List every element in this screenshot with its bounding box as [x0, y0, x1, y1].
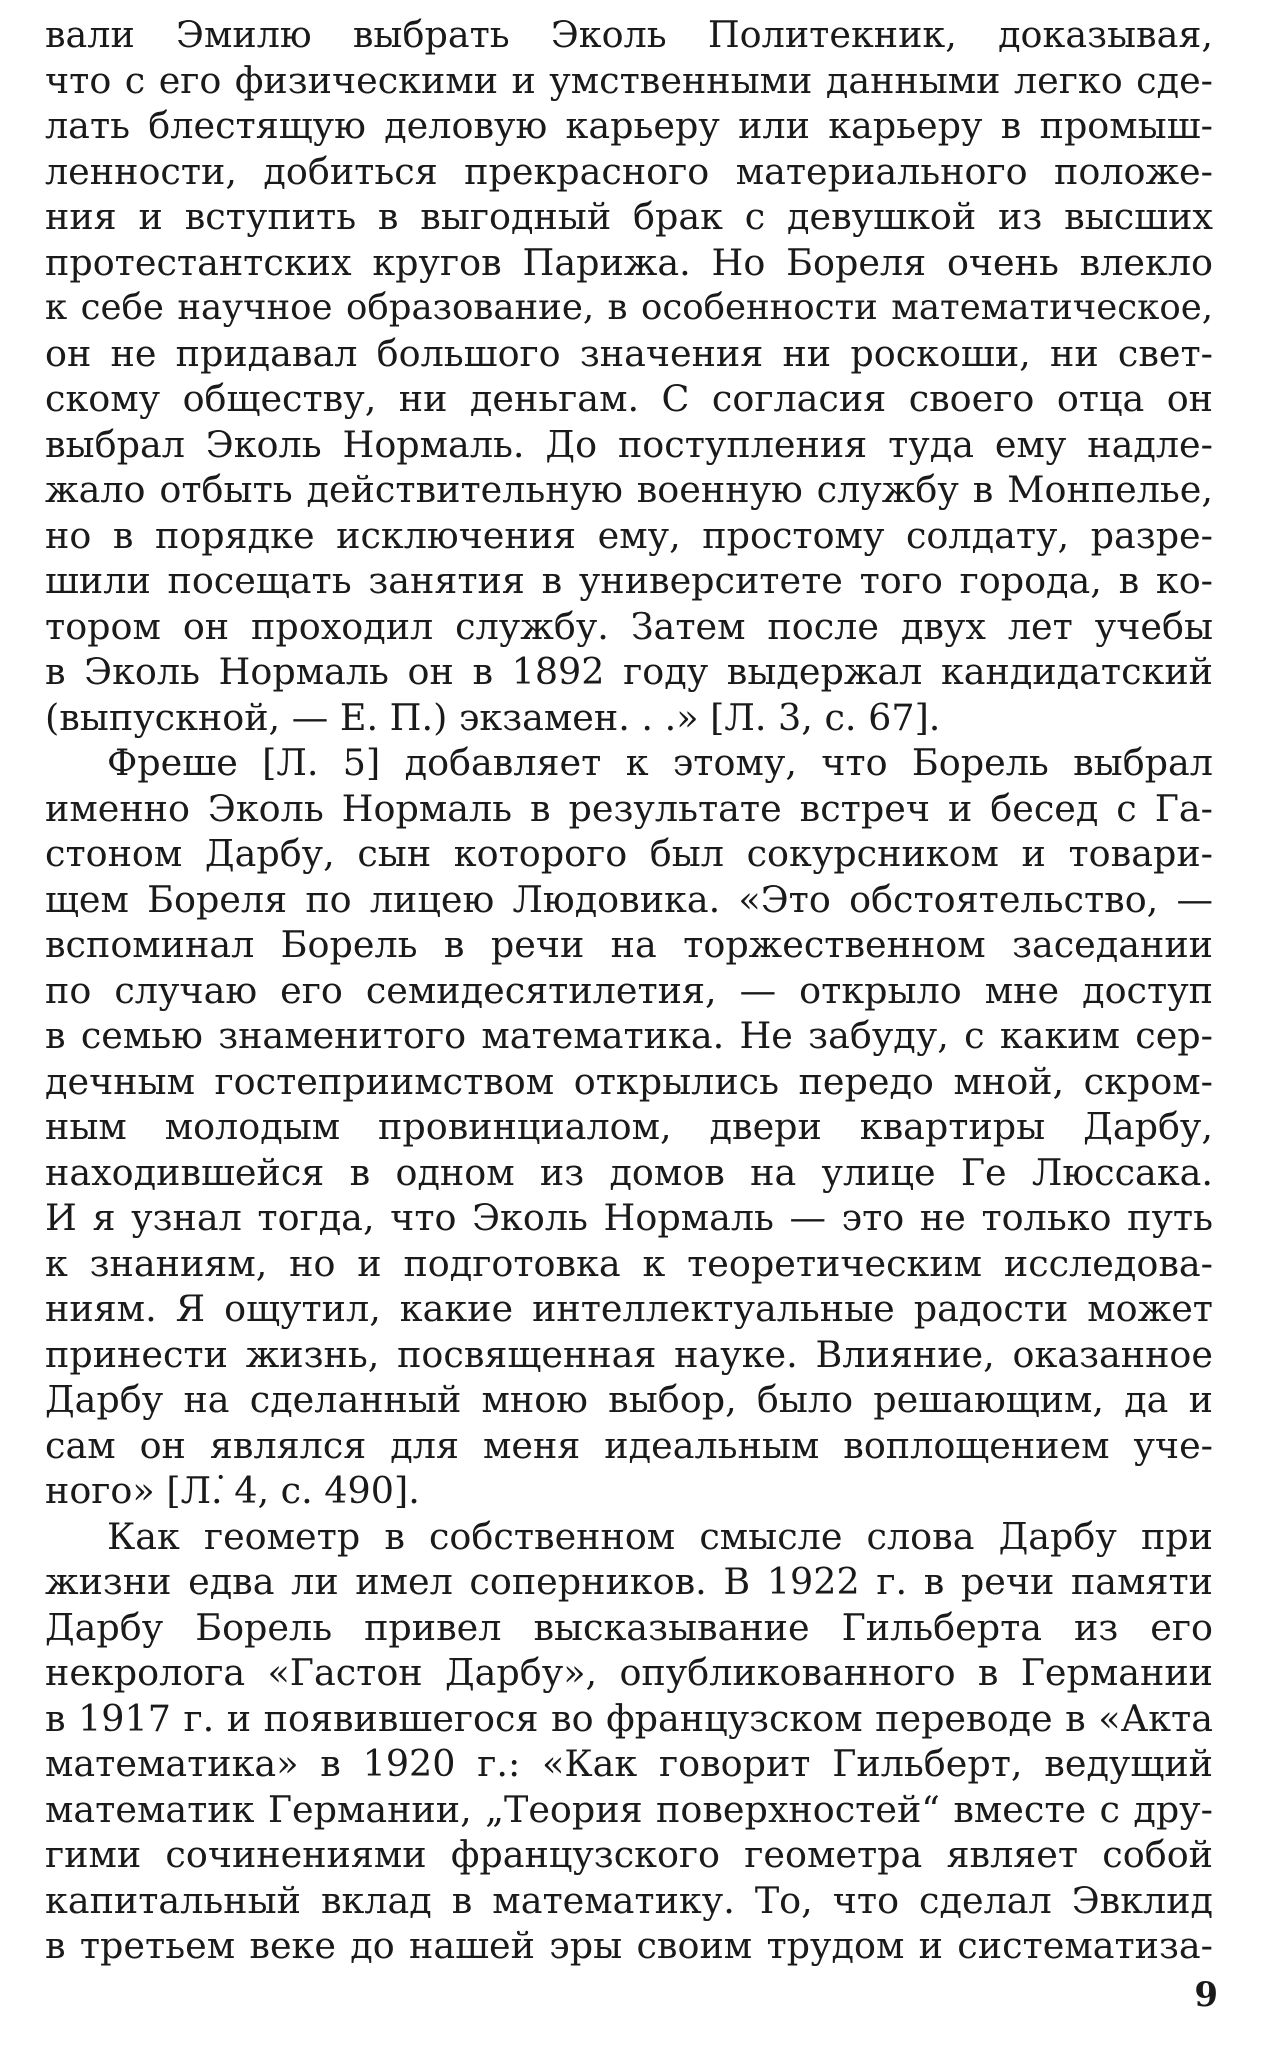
- text-line: математик Германии, „Теория поверхностей“ вместе с дру-: [45, 1787, 1213, 1831]
- paragraph-2: [45, 740, 1213, 1514]
- text-line: дечным гостеприимством открылись передо мной, скром-: [45, 1059, 1213, 1103]
- text-line: ного» [Л.͘ 4, с. 490].: [45, 1469, 420, 1512]
- text-line: Дарбу на сделанный мною выбор, было решающим, да и: [45, 1378, 1213, 1421]
- text-line: к себе научное образование, в особенности математическое,: [45, 287, 1213, 328]
- text-line: в третьем веке до нашей эры своим трудом и систематиза-: [45, 1924, 1213, 1967]
- text-line: И я узнал тогда, что Эколь Нормаль — это не только путь: [45, 1196, 1213, 1239]
- text-line: скому обществу, ни деньгам. С согласия своего отца он: [45, 377, 1213, 420]
- text-line: Как геометр в собственном смысле слова Дарбу при: [107, 1514, 1213, 1558]
- book-page: [45, 12, 1213, 1969]
- text-line: ния и вступить в выгодный брак с девушкой из высших: [45, 195, 1213, 238]
- text-line: (выпускной, — Е. П.) экзамен. . .» [Л. 3, с. 67].: [45, 695, 941, 739]
- text-line: в Эколь Нормаль он в 1892 году выдержал кандидатский: [45, 650, 1213, 693]
- text-line: вали Эмилю выбрать Эколь Политекник, доказывая,: [45, 13, 1213, 56]
- text-line: ленности, добиться прекрасного материального положе-: [45, 149, 1213, 193]
- text-line: в 1917 г. и появившегося во французском переводе в «Акта: [45, 1696, 1213, 1740]
- text-line: математика» в 1920 г.: «Как говорит Гильберт, ведущий: [45, 1742, 1213, 1785]
- text-line: тором он проходил службу. Затем после двух лет учебы: [45, 604, 1213, 648]
- text-line: лать блестящую деловую карьеру или карьеру в промыш-: [45, 104, 1213, 147]
- text-line: но в порядке исключения ему, простому солдату, разре-: [45, 513, 1213, 557]
- text-line: жало отбыть действительную военную службу в Монпелье,: [45, 468, 1213, 511]
- paragraph-3: [45, 1514, 1213, 1969]
- text-line: стоном Дарбу, сын которого был сокурсником и товари-: [45, 832, 1213, 875]
- text-line: некролога «Гастон Дарбу», опубликованного в Германии: [45, 1651, 1213, 1694]
- text-line: протестантских кругов Парижа. Но Бореля очень влекло: [45, 240, 1213, 284]
- text-line: выбрал Эколь Нормаль. До поступления туда ему надле-: [45, 422, 1213, 466]
- text-line: принести жизнь, посвященная науке. Влияние, оказанное: [45, 1332, 1213, 1376]
- text-line: что с его физическими и умственными данными легко сде-: [45, 58, 1213, 102]
- text-line: в семью знаменитого математика. Не забуду, с каким сер-: [45, 1014, 1213, 1057]
- text-line: именно Эколь Нормаль в результате встреч и бесед с Га-: [45, 786, 1213, 830]
- paragraph-1: [45, 12, 1213, 740]
- text-line: капитальный вклад в математику. То, что сделал Эвклид: [45, 1878, 1213, 1922]
- text-line: находившейся в одном из домов на улице Ге Люссака.: [45, 1150, 1213, 1194]
- text-line: к знаниям, но и подготовка к теоретическим исследова-: [45, 1241, 1213, 1285]
- text-line: шили посещать занятия в университете того города, в ко-: [45, 559, 1213, 602]
- text-line: щем Бореля по лицею Людовика. «Это обстоятельство, —: [45, 877, 1213, 921]
- text-line: ниям. Я ощутил, какие интеллектуальные радости может: [45, 1287, 1213, 1330]
- text-line: он не придавал большого значения ни роскоши, ни свет-: [45, 331, 1213, 375]
- text-line: сам он являлся для меня идеальным воплощением уче-: [45, 1423, 1213, 1467]
- text-line: вспоминал Борель в речи на торжественном заседании: [45, 923, 1213, 966]
- text-line: жизни едва ли имел соперников. В 1922 г. в речи памяти: [45, 1560, 1213, 1603]
- text-line: Дарбу Борель привел высказывание Гильберта из его: [45, 1605, 1213, 1649]
- text-line: по случаю его семидесятилетия, — открыло мне доступ: [45, 968, 1213, 1012]
- page-number: 9: [1194, 1975, 1218, 2015]
- text-line: ным молодым провинциалом, двери квартиры Дарбу,: [45, 1105, 1213, 1148]
- text-line: гими сочинениями французского геометра являет собой: [45, 1833, 1213, 1876]
- text-line: Фреше [Л. 5] добавляет к этому, что Борель выбрал: [107, 741, 1213, 784]
